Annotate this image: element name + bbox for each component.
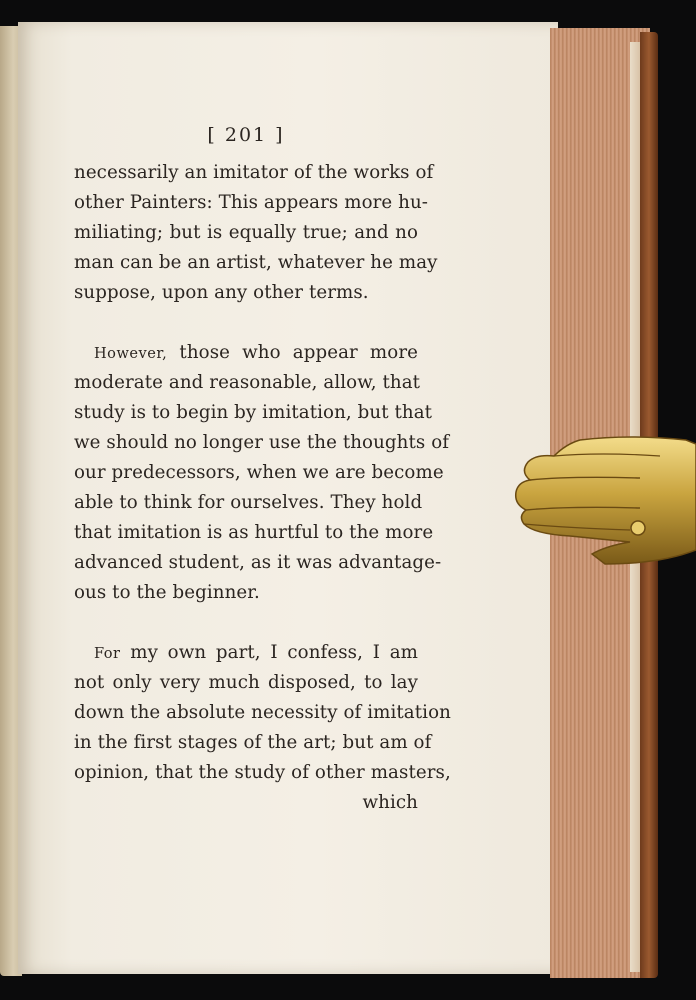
text-line: opinion, that the study of other masters, [74,762,451,783]
text-line: study is to begin by imitation, but that [74,402,433,423]
text-span: those who appear more [167,342,418,363]
text-line: other Painters: This appears more hu- [74,192,429,213]
text-line: down the absolute necessity of imitation [74,702,451,723]
paragraph-start-line [94,342,418,363]
text-line: we should no longer use the thoughts of [74,432,450,453]
small-caps-lead: For [94,645,121,662]
text-line: miliating; but is equally true; and no [74,222,418,243]
catchword: which [362,792,418,813]
small-caps-lead: However, [94,345,168,362]
text-line: advanced student, as it was advantage- [74,552,442,573]
brass-hand-page-clip-icon [510,432,696,572]
text-line: man can be an artist, whatever he may [74,252,438,273]
text-line: necessarily an imitator of the works of [74,162,434,183]
text-line: not only very much disposed, to lay [74,672,418,693]
text-line: moderate and reasonable, allow, that [74,372,421,393]
text-line: that imitation is as hurtful to the more [74,522,434,543]
text-line: able to think for ourselves. They hold [74,492,423,513]
text-line: suppose, upon any other terms. [74,282,369,303]
text-line: ous to the beginner. [74,582,260,603]
text-span: my own part, I confess, I am [120,642,418,663]
text-line: our predecessors, when we are become [74,462,444,483]
paragraph-start-line [94,642,418,663]
page-number-header: [ 201 ] [207,124,285,146]
text-line: in the first stages of the art; but am of [74,732,432,753]
